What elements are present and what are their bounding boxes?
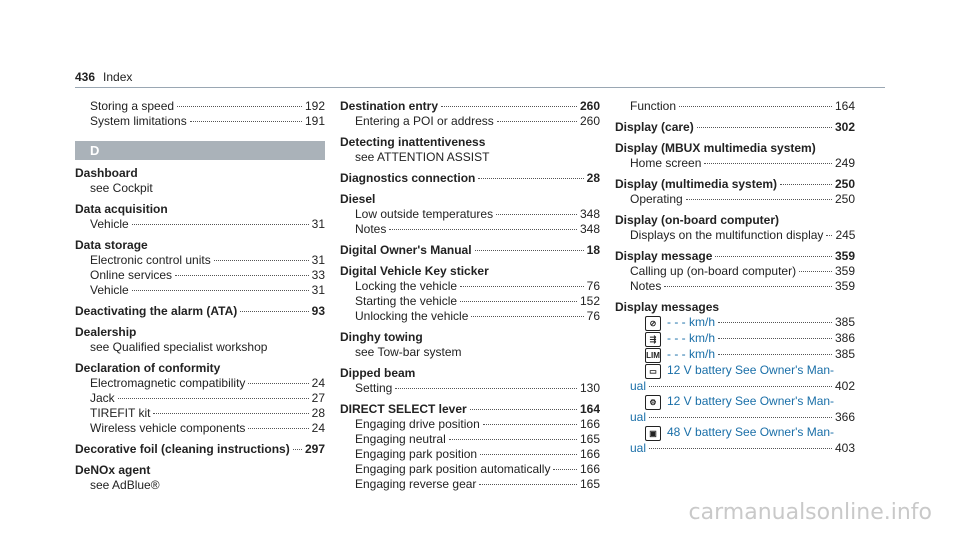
page-ref[interactable]: 165 [579,432,600,446]
entry-text: Home screen [630,156,702,170]
entry-text: - - - km/h [667,331,715,345]
index-subentry[interactable] [340,381,600,396]
page-ref[interactable]: 24 [311,376,325,390]
dot-leader [497,121,577,122]
page-ref[interactable]: 152 [579,294,600,308]
index-entry [75,238,325,253]
entry-text: Dinghy towing [340,330,423,344]
index-subentry[interactable] [615,228,855,243]
dot-leader [649,448,832,449]
entry-text: Unlocking the vehicle [355,309,469,323]
index-entry [75,361,325,376]
page-ref[interactable]: 130 [579,381,600,395]
dot-leader [240,311,308,312]
dot-leader [460,301,577,302]
index-subentry[interactable] [615,156,855,171]
entry-text: ual [630,379,647,393]
entry-text: Decorative foil (cleaning instructions) [75,442,290,456]
index-entry[interactable] [340,171,600,186]
page-ref[interactable]: 297 [304,442,325,456]
dot-leader [460,286,584,287]
index-subentry[interactable] [615,192,855,207]
index-subentry[interactable] [340,309,600,324]
index-entry[interactable] [75,442,325,457]
index-subentry[interactable] [615,441,855,456]
dot-leader [132,224,309,225]
index-entry [340,135,600,150]
dot-leader [483,424,577,425]
entry-text: Display (on-board computer) [615,213,780,227]
index-subentry[interactable] [340,279,600,294]
dot-leader [389,229,577,230]
entry-text: TIREFIT kit [90,406,151,420]
entry-text: Operating [630,192,683,206]
page-ref[interactable]: 31 [311,253,325,267]
entry-text: Electronic control units [90,253,211,267]
index-subentry [75,181,325,196]
index-subentry[interactable] [340,432,600,447]
dot-leader [175,275,309,276]
page-ref[interactable]: 402 [834,379,855,393]
index-subentry[interactable] [75,217,325,232]
dot-leader [153,413,308,414]
page-ref[interactable]: 249 [834,156,855,170]
index-subentry[interactable] [340,222,600,237]
dot-leader [470,409,577,410]
index-subentry[interactable] [75,376,325,391]
entry-text: DeNOx agent [75,463,151,477]
dot-leader [248,428,308,429]
index-subentry [615,394,855,410]
index-entry [340,264,600,279]
dot-leader [177,106,302,107]
entry-text: Electromagnetic compatibility [90,376,246,390]
index-subentry[interactable] [340,114,600,129]
page-title: Index [103,70,133,84]
index-entry[interactable] [340,402,600,417]
index-subentry[interactable] [340,417,600,432]
entry-text: Function [630,99,677,113]
page-ref[interactable]: 24 [311,421,325,435]
entry-text: Engaging neutral [355,432,446,446]
dot-leader [715,256,832,257]
entry-text: Engaging park position automatically [355,462,551,476]
page-ref[interactable]: 164 [579,402,600,416]
page-ref[interactable]: 302 [834,120,855,134]
page-ref[interactable]: 31 [311,217,325,231]
entry-text: see Cockpit [90,181,153,195]
entry-text: Locking the vehicle [355,279,458,293]
page-header [75,70,132,84]
index-subentry[interactable] [75,99,325,114]
dot-leader [248,383,308,384]
entry-text: Calling up (on-board computer) [630,264,797,278]
entry-text: Vehicle [90,217,129,231]
entry-text: 12 V battery See Owner's Man- [667,363,835,377]
index-subentry[interactable] [615,99,855,114]
page-ref[interactable]: 191 [304,114,325,128]
entry-text: Engaging drive position [355,417,480,431]
entry-text: 48 V battery See Owner's Man- [667,425,835,439]
index-subentry [615,425,855,441]
entry-text: Digital Vehicle Key sticker [340,264,489,278]
index-subentry[interactable] [615,347,855,363]
index-subentry[interactable] [75,268,325,283]
dot-leader [704,163,832,164]
dot-leader [118,398,309,399]
index-column-3 [615,99,855,456]
entry-text: ual [630,441,647,455]
index-column-2 [340,99,600,492]
dot-leader [471,316,583,317]
page-number: 436 [75,70,96,84]
page-ref[interactable]: 260 [579,99,600,113]
dot-leader [718,338,832,339]
page-ref[interactable]: 165 [579,477,600,491]
entry-text: see ATTENTION ASSIST [355,150,490,164]
dot-leader [449,439,577,440]
entry-text: Notes [355,222,387,236]
page-ref[interactable]: 245 [835,228,855,242]
entry-text: Display (multimedia system) [615,177,778,191]
entry-text: Display message [615,249,713,263]
dot-leader [718,354,832,355]
index-entry[interactable] [75,304,325,319]
entry-text: Starting the vehicle [355,294,458,308]
index-subentry[interactable] [75,253,325,268]
speed-limiter-icon: ⊘ [645,316,661,331]
index-subentry[interactable] [340,447,600,462]
entry-text: Declaration of conformity [75,361,221,375]
index-subentry[interactable] [75,114,325,129]
entry-text: System limitations [90,114,187,128]
dot-leader [780,184,832,185]
page-ref[interactable]: 76 [586,309,600,323]
header-divider [75,87,885,88]
page-ref[interactable]: 348 [579,222,600,236]
index-entry [340,330,600,345]
watermark: carmanualsonline.info [688,500,932,525]
dot-leader [214,260,309,261]
index-subentry[interactable] [615,379,855,394]
page-ref[interactable]: 166 [579,447,600,461]
page-ref[interactable]: 18 [586,243,600,257]
page-ref[interactable]: 164 [834,99,855,113]
page-ref[interactable]: 76 [586,279,600,293]
index-subentry [340,345,600,360]
dot-leader [826,235,832,236]
entry-text: Engaging park position [355,447,478,461]
dot-leader [395,388,577,389]
dot-leader [479,484,577,485]
page-ref[interactable]: 366 [834,410,855,424]
entry-text: Destination entry [340,99,439,113]
index-subentry [75,478,325,493]
index-entry [615,300,855,315]
index-subentry[interactable] [75,283,325,298]
page-ref[interactable]: 386 [834,331,855,345]
dot-leader [649,417,832,418]
entry-text: Deactivating the alarm (ATA) [75,304,238,318]
entry-text: see AdBlue® [90,478,160,492]
index-subentry[interactable] [615,331,855,347]
index-entry [75,202,325,217]
lim-icon: LIM [645,348,661,363]
dot-leader [697,127,832,128]
index-subentry[interactable] [340,462,600,477]
dot-leader [480,454,577,455]
page-ref[interactable]: 33 [311,268,325,282]
entry-text: - - - km/h [667,347,715,361]
page-ref[interactable]: 260 [579,114,600,128]
48v-battery-icon: ▣ [645,426,661,441]
entry-text: see Qualified specialist workshop [90,340,268,354]
entry-text: Dipped beam [340,366,416,380]
index-entry [615,213,855,228]
entry-text: Display (care) [615,120,694,134]
entry-text: DIRECT SELECT lever [340,402,467,416]
entry-text: Notes [630,279,662,293]
page-ref[interactable]: 27 [311,391,325,405]
page-ref[interactable]: 359 [834,279,855,293]
page-ref[interactable]: 166 [579,417,600,431]
index-subentry [340,150,600,165]
entry-text: ual [630,410,647,424]
dot-leader [664,286,832,287]
index-subentry[interactable] [340,477,600,492]
index-subentry[interactable] [75,421,325,436]
index-entry [75,166,325,181]
entry-text: 12 V battery See Owner's Man- [667,394,835,408]
entry-text: Setting [355,381,393,395]
dot-leader [649,386,832,387]
page-ref[interactable]: 166 [579,462,600,476]
index-subentry[interactable] [75,406,325,421]
page-ref[interactable]: 359 [834,264,855,278]
dot-leader [718,322,832,323]
index-subentry [615,363,855,379]
page-ref[interactable]: 385 [834,347,855,361]
index-subentry[interactable] [615,279,855,294]
entry-text: Diagnostics connection [340,171,476,185]
dot-leader [190,121,302,122]
index-subentry[interactable] [615,315,855,331]
dot-leader [553,469,577,470]
index-entry[interactable] [615,120,855,135]
entry-text: Digital Owner's Manual [340,243,472,257]
entry-text: Jack [90,391,115,405]
index-entry [75,463,325,478]
index-entry [340,192,600,207]
index-entry[interactable] [340,243,600,258]
page-ref[interactable]: 348 [579,207,600,221]
dot-leader [475,250,584,251]
entry-text: Displays on the multifunction display [630,228,824,242]
page-ref[interactable]: 359 [834,249,855,263]
entry-text: Storing a speed [90,99,175,113]
dot-leader [686,199,832,200]
index-subentry [75,340,325,355]
page-ref[interactable]: 28 [586,171,600,185]
entry-text: Data storage [75,238,148,252]
page-ref[interactable]: 403 [834,441,855,455]
index-entry[interactable] [615,177,855,192]
entry-text: Online services [90,268,173,282]
index-subentry[interactable] [615,410,855,425]
dot-leader [293,449,302,450]
entry-text: Dealership [75,325,137,339]
index-subentry[interactable] [615,264,855,279]
entry-text: Low outside temperatures [355,207,494,221]
entry-text: Display messages [615,300,720,314]
battery-icon: ▭ [645,364,661,379]
entry-text: - - - km/h [667,315,715,329]
index-column-1 [75,99,325,493]
entry-text: Entering a POI or address [355,114,494,128]
index-entry [615,141,855,156]
index-subentry[interactable] [340,207,600,222]
index-subentry[interactable] [340,294,600,309]
engine-icon: ⚙ [645,395,661,410]
dot-leader [478,178,583,179]
dot-leader [679,106,832,107]
entry-text: Wireless vehicle components [90,421,246,435]
dot-leader [496,214,577,215]
index-entry [75,325,325,340]
entry-text: see Tow-bar system [355,345,462,359]
index-entry[interactable] [340,99,600,114]
distance-pilot-icon: ⇶ [645,332,661,347]
page-ref[interactable]: 250 [834,177,855,191]
entry-text: Vehicle [90,283,129,297]
page-ref[interactable]: 28 [311,406,325,420]
section-letter: D [75,141,325,160]
index-entry[interactable] [615,249,855,264]
page-ref[interactable]: 93 [311,304,325,318]
index-subentry[interactable] [75,391,325,406]
entry-text: Engaging reverse gear [355,477,477,491]
dot-leader [799,271,832,272]
entry-text: Detecting inattentiveness [340,135,486,149]
dot-leader [441,106,577,107]
entry-text: Diesel [340,192,376,206]
dot-leader [132,290,309,291]
page-ref[interactable]: 192 [304,99,325,113]
page-ref[interactable]: 250 [834,192,855,206]
entry-text: Display (MBUX multimedia system) [615,141,816,155]
entry-text: Data acquisition [75,202,168,216]
index-entry [340,366,600,381]
page-ref[interactable]: 385 [834,315,855,329]
entry-text: Dashboard [75,166,138,180]
page-ref[interactable]: 31 [311,283,325,297]
